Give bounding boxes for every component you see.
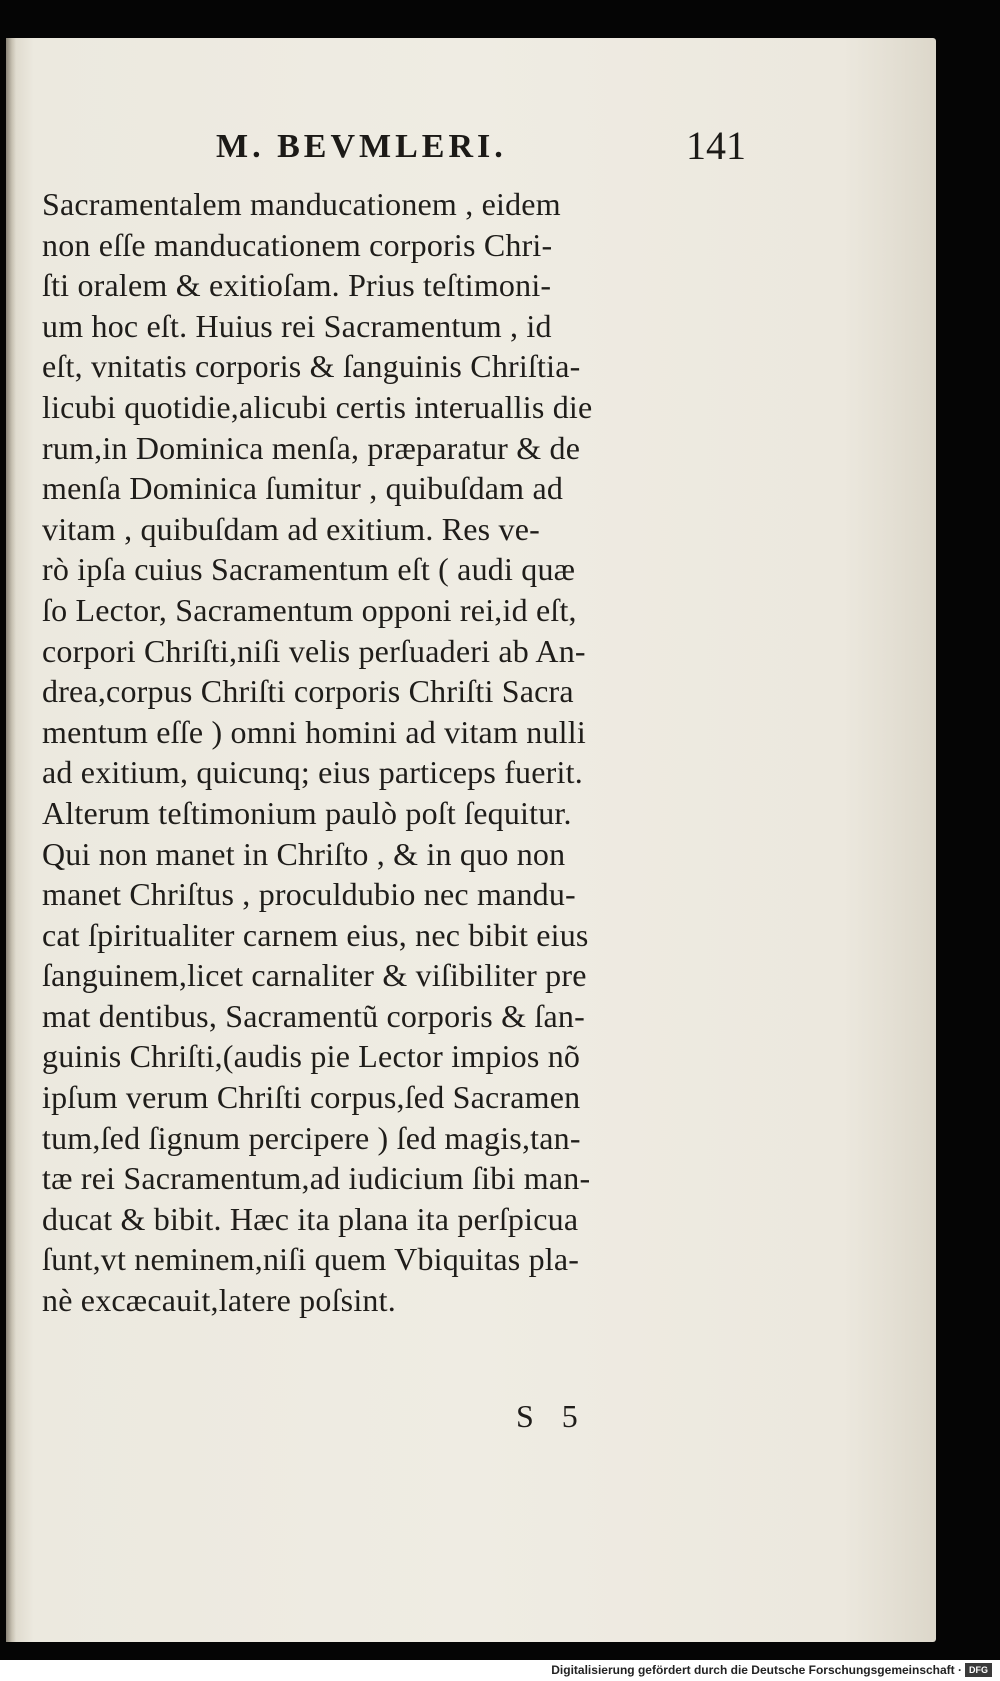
text-line: ſanguinem,licet carnaliter & viſibiliter pre [42, 957, 587, 994]
text-line: cat ſpiritualiter carnem eius, nec bibit eius [42, 916, 589, 953]
text-line: ipſum verum Chriſti corpus,ſed Sacramen [42, 1079, 581, 1116]
signature-mark: S 5 [516, 1398, 578, 1434]
text-line: menſa Dominica ſumitur , quibuſdam ad [42, 470, 564, 507]
text-line: drea,corpus Chriſti corporis Chriſti Sacra [42, 673, 574, 710]
text-line: Qui non manet in Chriſto , & in quo non [42, 835, 566, 872]
text-line: um hoc eſt. Huius rei Sacramentum , id [42, 307, 552, 344]
text-line: ducat & bibit. Hæc ita plana ita perſpicua [42, 1200, 579, 1237]
text-line: rò ipſa cuius Sacramentum eſt ( audi quæ [42, 551, 576, 588]
text-block [42, 184, 762, 1321]
text-line: tum,ſed ſignum percipere ) ſed magis,tan- [42, 1119, 581, 1156]
text-line: nè excæcauit,latere poſsint. [42, 1282, 396, 1319]
text-line: ad exitium, quicunq; eius particeps fuerit. [42, 754, 583, 791]
footer-bar [0, 1660, 1000, 1681]
book-page [6, 38, 936, 1642]
text-line: manet Chriſtus , proculdubio nec mandu- [42, 876, 576, 913]
text-line: ſunt,vt neminem,niſi quem Vbiquitas pla- [42, 1241, 580, 1278]
text-line: corpori Chriſti,niſi velis perſuaderi ab An- [42, 632, 586, 669]
text-line: mat dentibus, Sacramentũ corporis & ſan- [42, 997, 585, 1034]
text-line: tæ rei Sacramentum,ad iudicium ſibi man- [42, 1160, 591, 1197]
running-head: M. BEVMLERI. [216, 128, 507, 165]
text-line: licubi quotidie,alicubi certis interuallis die [42, 388, 593, 425]
page-edge [6, 38, 16, 1642]
text-line: ſti oralem & exitioſam. Prius teſtimoni- [42, 267, 552, 304]
text-line: guinis Chriſti,(audis pie Lector impios nõ [42, 1038, 581, 1075]
text-line: Sacramentalem manducationem , eidem [42, 186, 561, 222]
text-line: ſo Lector, Sacramentum opponi rei,id eſt, [42, 591, 577, 628]
page-number: 141 [686, 123, 746, 168]
text-line: mentum eſſe ) omni homini ad vitam nulli [42, 713, 586, 750]
dfg-logo: DFG [965, 1663, 992, 1677]
text-line: rum,in Dominica menſa, præparatur & de [42, 429, 581, 466]
text-line: non eſſe manducationem corporis Chri- [42, 226, 553, 263]
text-line: vitam , quibuſdam ad exitium. Res ve- [42, 510, 540, 547]
text-line: Alterum teſtimonium paulò poſt ſequitur. [42, 794, 572, 831]
text-line: eſt, vnitatis corporis & ſanguinis Chriſtia- [42, 348, 581, 385]
funding-notice: Digitalisierung gefördert durch die Deutsche Forschungsgemeinschaft · [551, 1663, 962, 1677]
